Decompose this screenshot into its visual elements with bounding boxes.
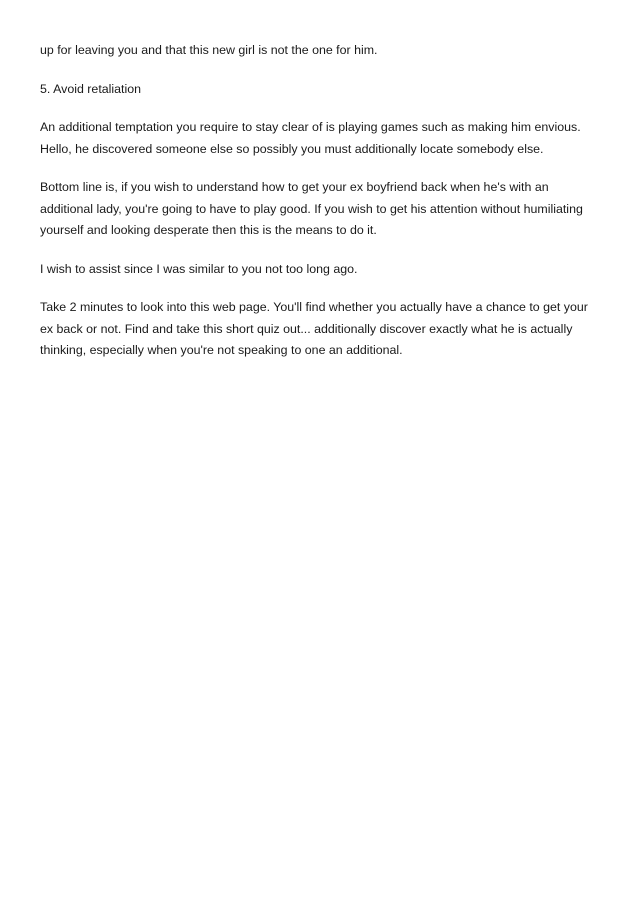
paragraph-wish-to-assist: I wish to assist since I was similar to you not too long ago. [40,261,358,276]
paragraph-temptation: An additional temptation you require to stay clear of is playing games such as making him envious. Hello, he discovered someone else so possibly you must additionally locate somebody else. [40,120,581,156]
paragraph-bottom-line: Bottom line is, if you wish to understand how to get your ex boyfriend back when he's with an additional lady, you're going to have to play good. If you wish to get his attention without humiliating yourself and looking desperate then this is the means to do it. [40,180,583,237]
paragraph-continuation: up for leaving you and that this new girl is not the one for him. [40,43,378,57]
document-body [40,40,600,379]
paragraph-call-to-action: Take 2 minutes to look into this web page. You'll find whether you actually have a chance to get your ex back or not. Find and take this short quiz out... additionally discover exactly what he is actually thinking, especially when you're not speaking to one an additional. [40,300,588,357]
section-heading-avoid-retaliation: 5. Avoid retaliation [40,81,142,96]
